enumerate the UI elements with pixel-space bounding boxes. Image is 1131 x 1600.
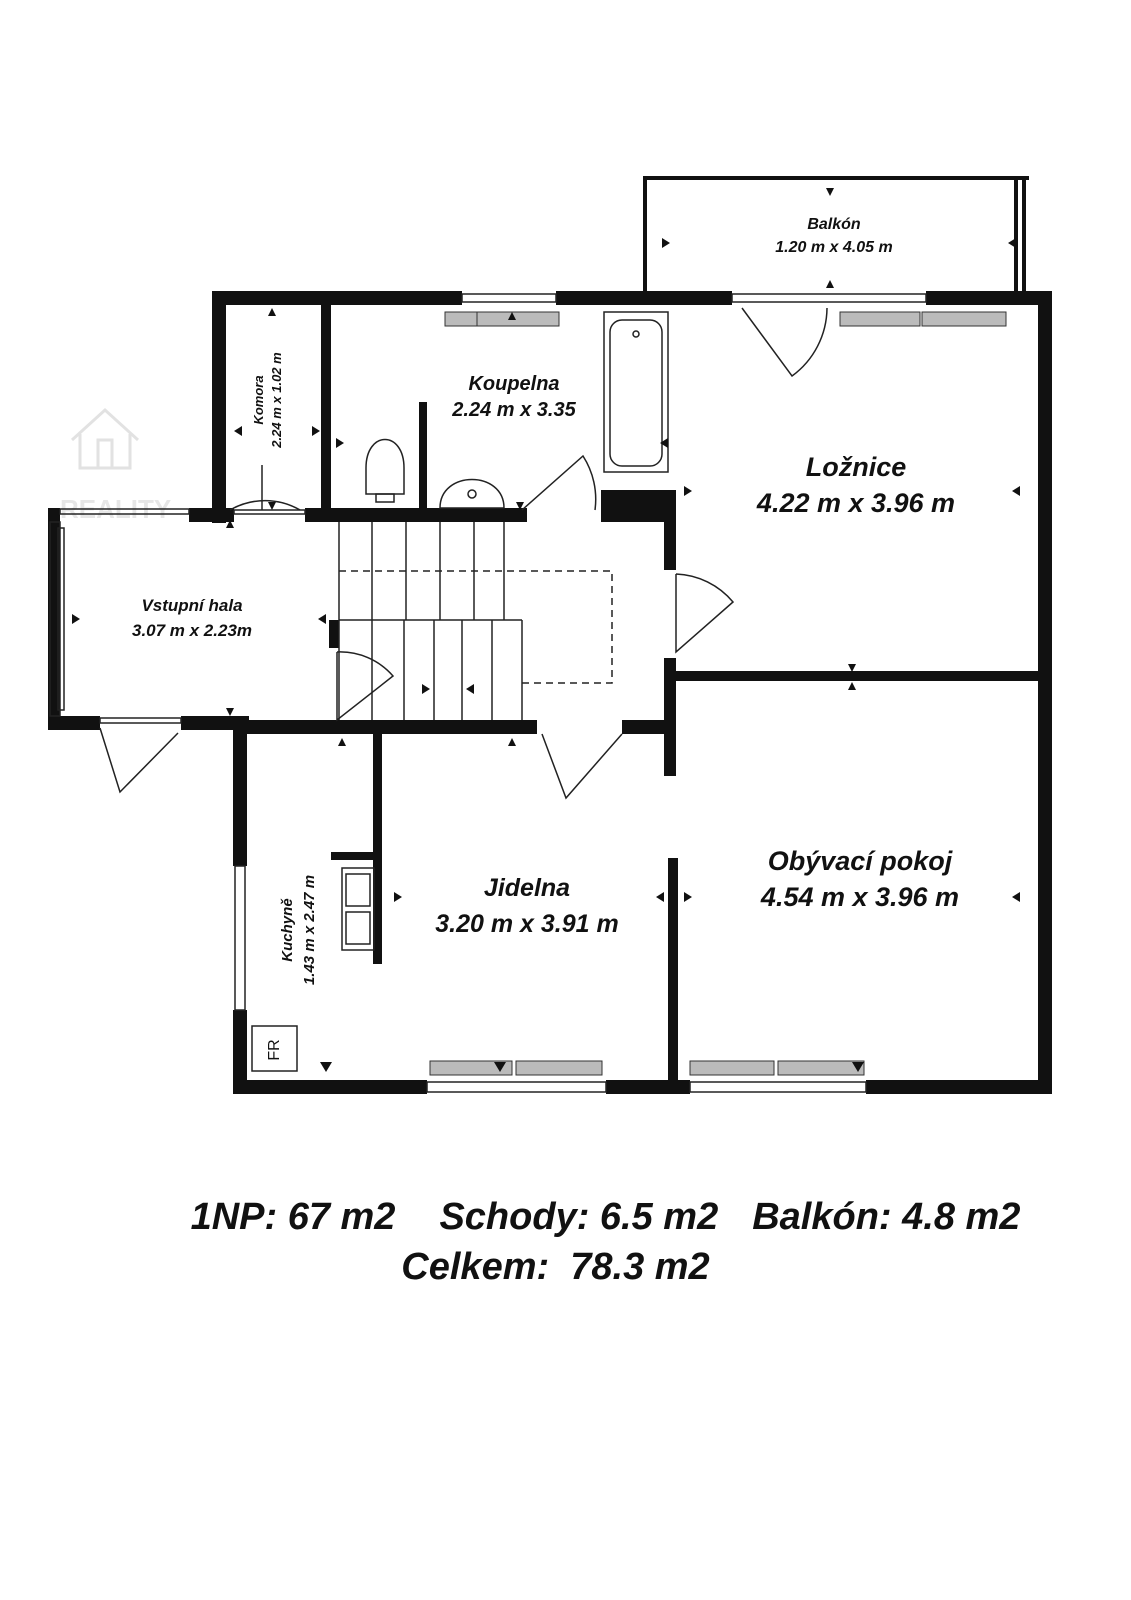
room-name-koupelna: Koupelna (468, 373, 560, 395)
fridge (252, 1026, 297, 1071)
area-total (0, 1246, 1121, 1289)
staircase (339, 522, 612, 720)
room-name-loznice: Ložnice (805, 452, 907, 482)
room-name-obyvaci-pokoj: Obývací pokoj (767, 846, 953, 876)
room-name-komora: Komora (251, 375, 266, 425)
room-size-jidelna: 3.20 m x 3.91 m (435, 910, 619, 938)
room-size-obyvaci-pokoj: 4.54 m x 3.96 m (760, 882, 960, 912)
area-summary (40, 1196, 1131, 1239)
watermark-text: REALITY (60, 494, 172, 524)
washbasin (440, 480, 504, 509)
summary-balkon: Balkón: 4.8 m2 (752, 1196, 1021, 1238)
room-size-koupelna: 2.24 m x 3.35 (452, 399, 576, 421)
room-size-vstupni-hala: 3.07 m x 2.23m (131, 621, 253, 640)
radiators (430, 312, 1006, 1075)
room-name-kuchyne: Kuchyně (279, 898, 296, 962)
room-name-balkon: Balkón (807, 216, 861, 233)
room-name-jidelna: Jidelna (483, 874, 571, 902)
summary-celkem: Celkem: 78.3 m2 (401, 1246, 710, 1288)
balcony-outline (643, 176, 1029, 291)
fridge-label: FR (266, 1039, 283, 1061)
bathtub (604, 312, 668, 472)
summary-1np: 1NP: 67 m2 (190, 1196, 396, 1238)
room-size-loznice: 4.22 m x 3.96 m (756, 488, 956, 518)
kitchen-sink (342, 868, 374, 950)
room-name-vstupni-hala: Vstupní hala (141, 596, 243, 615)
room-size-kuchyne: 1.43 m x 2.47 m (301, 874, 318, 986)
room-size-balkon: 1.20 m x 4.05 m (775, 239, 893, 256)
room-size-komora: 2.24 m x 1.02 m (269, 352, 284, 448)
toilet (366, 440, 404, 503)
watermark-logo (60, 410, 171, 524)
summary-schody: Schody: 6.5 m2 (439, 1196, 719, 1238)
